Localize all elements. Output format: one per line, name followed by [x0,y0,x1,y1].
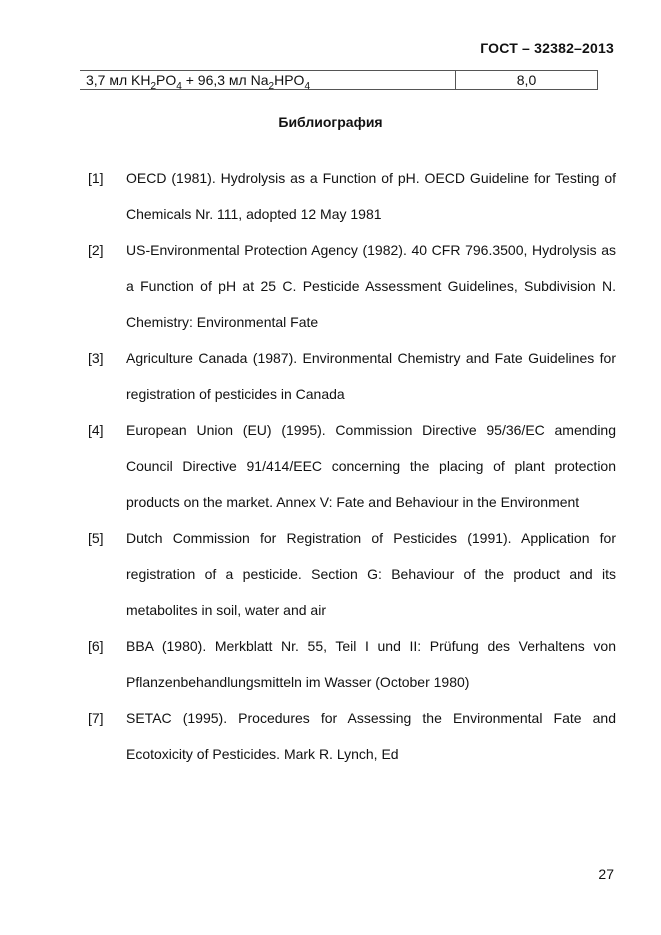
entry-number: [3] [88,350,104,366]
page-number: 27 [598,866,614,882]
entry-number: [4] [88,422,104,438]
bibliography-entry-2 [88,232,616,340]
bibliography-entry-6 [88,628,616,700]
bibliography-entry-7 [88,700,616,772]
entry-text: European Union (EU) (1995). Commission Directive 95/36/EC amending Council Directive 91/414/EEC concerning the placing of plant protection products on the market. Annex V: Fate and Behaviour in the Environment [126,422,616,510]
document-code: ГОСТ – 32382–2013 [480,40,614,56]
bibliography-entry-1 [88,160,616,232]
entry-text: OECD (1981). Hydrolysis as a Function of pH. OECD Guideline for Testing of Chemicals Nr. 111, adopted 12 May 1981 [126,170,616,222]
entry-text: Agriculture Canada (1987). Environmental Chemistry and Fate Guidelines for registration of pesticides in Canada [126,350,616,402]
entry-number: [7] [88,710,104,726]
entry-text: US-Environmental Protection Agency (1982). 40 CFR 796.3500, Hydrolysis as a Function of pH at 25 C. Pesticide Assessment Guidelines, Subdivision N. Chemistry: Environmental Fate [126,242,616,330]
bibliography-entry-3 [88,340,616,412]
entry-number: [5] [88,530,104,546]
bibliography-entry-5 [88,520,616,628]
buffer-composition-cell: 3,7 мл $KH_2PO_4 + 96,3$ мл $Na_2HPO_4$ [80,71,456,90]
ph-value-cell: 8,0 [456,71,598,90]
entry-number: [1] [88,170,104,186]
entry-number: [2] [88,242,104,258]
entry-text: SETAC (1995). Procedures for Assessing the Environmental Fate and Ecotoxicity of Pesticides. Mark R. Lynch, Ed [126,710,616,762]
table-row [80,71,598,90]
bibliography-entry-4 [88,412,616,520]
bibliography-title: Библиография [278,114,383,130]
entry-text: BBA (1980). Merkblatt Nr. 55, Teil I und II: Prüfung des Verhaltens von Pflanzenbehandlungsmitteln im Wasser (October 1980) [126,638,616,690]
buffer-table [80,70,598,90]
bibliography-list [88,160,616,772]
entry-number: [6] [88,638,104,654]
entry-text: Dutch Commission for Registration of Pesticides (1991). Application for registration of a pesticide. Section G: Behaviour of the product and its metabolites in soil, water and air [126,530,616,618]
